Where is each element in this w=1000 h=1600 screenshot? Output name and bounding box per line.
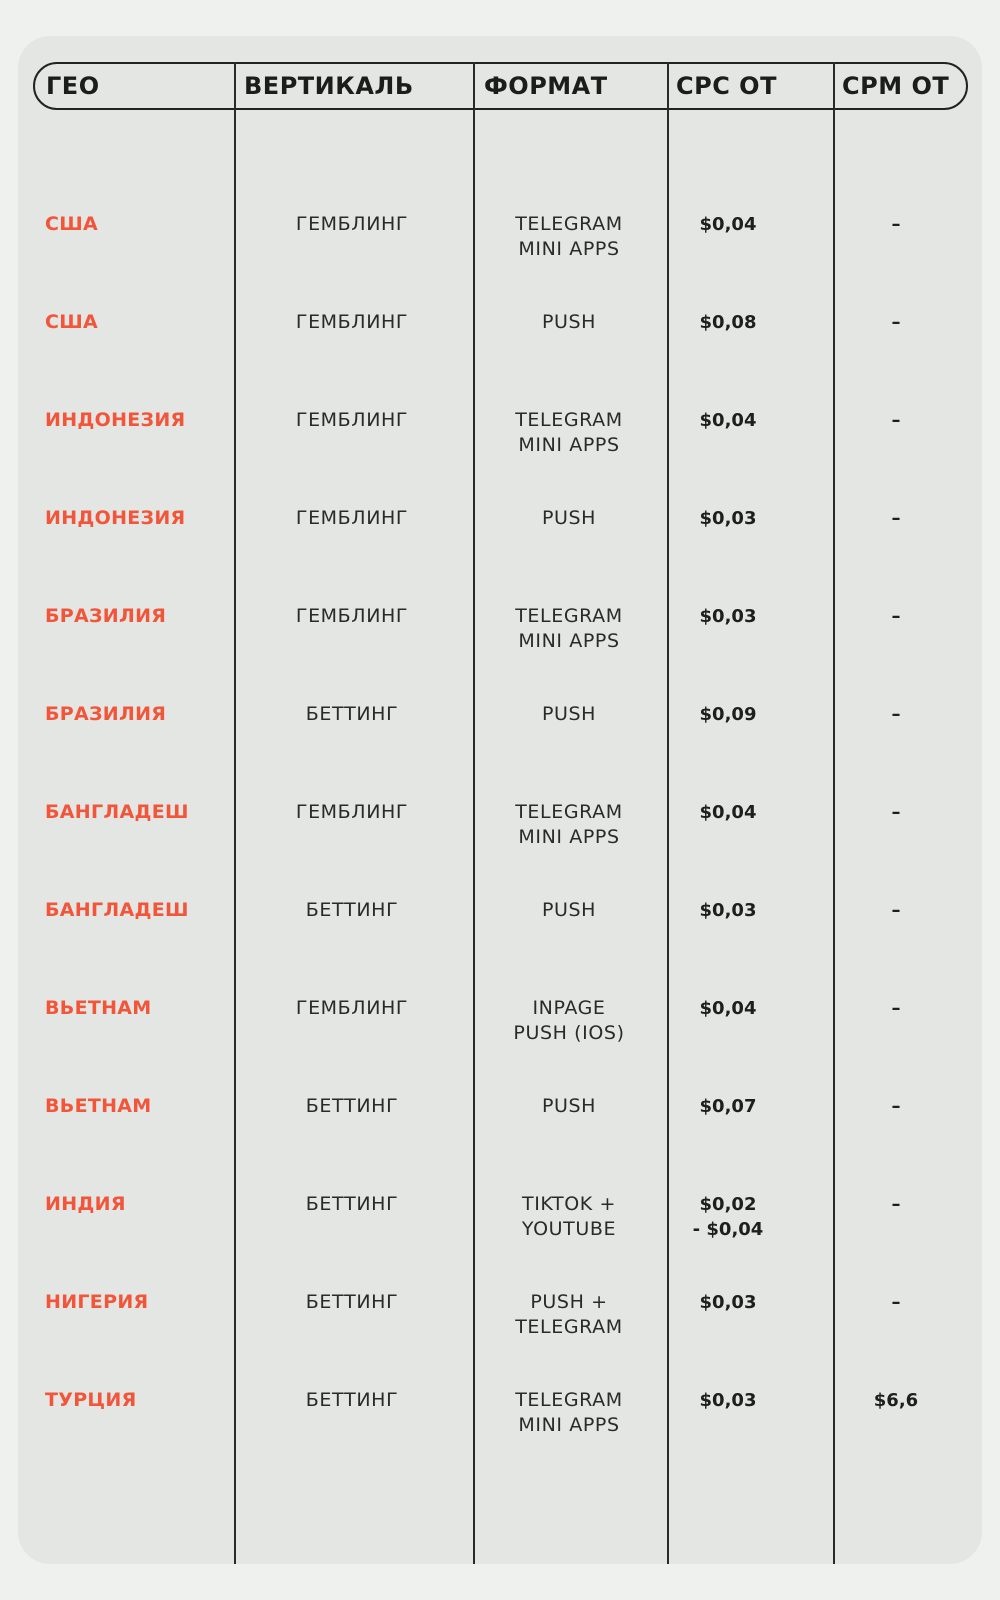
table-row [0, 212, 1000, 310]
cell-format-line: PUSH [541, 1095, 597, 1117]
table-row [0, 408, 1000, 506]
cell-vertical: БЕТТИНГ [305, 1095, 399, 1117]
table-row [0, 1094, 1000, 1192]
cell-cpc-line: $0,07 [699, 1096, 757, 1117]
cell-cpc-line: $0,03 [699, 900, 757, 921]
cell-cpc [668, 1192, 788, 1242]
cell-geo: ВЬЕТНАМ [45, 1095, 152, 1117]
header-cpm: CPM ОТ [842, 72, 950, 100]
cell-format [474, 996, 664, 1046]
cell-format-line: TELEGRAM [515, 1389, 623, 1411]
cell-cpc [668, 1388, 788, 1413]
cell-format [474, 898, 664, 923]
cell-vertical: ГЕМБЛИНГ [295, 213, 409, 235]
cell-cpm: – [891, 704, 901, 725]
cell-cpm: – [891, 410, 901, 431]
cell-geo: НИГЕРИЯ [45, 1291, 149, 1313]
cell-format-line: PUSH + [530, 1291, 608, 1313]
cell-geo: ИНДОНЕЗИЯ [45, 409, 186, 431]
cell-cpm: – [891, 312, 901, 333]
cell-format-line: MINI APPS [518, 434, 620, 456]
cell-geo: США [45, 213, 99, 235]
table-row [0, 604, 1000, 702]
cell-cpc [668, 212, 788, 237]
cell-format-line: MINI APPS [518, 1414, 620, 1436]
cell-vertical: БЕТТИНГ [305, 1291, 399, 1313]
cell-cpc [668, 800, 788, 825]
table-row [0, 310, 1000, 408]
header-geo: ГЕО [46, 72, 100, 100]
cell-cpm: – [891, 1292, 901, 1313]
cell-cpc [668, 996, 788, 1021]
cell-format [474, 604, 664, 654]
cell-format-line: PUSH [541, 899, 597, 921]
cell-geo: БРАЗИЛИЯ [45, 605, 167, 627]
cell-format [474, 212, 664, 262]
cell-format [474, 408, 664, 458]
cell-format-line: MINI APPS [518, 826, 620, 848]
cell-cpm: – [891, 802, 901, 823]
cell-cpc [668, 604, 788, 629]
cell-format-line: MINI APPS [518, 630, 620, 652]
cell-format-line: TELEGRAM [515, 801, 623, 823]
cell-format-line: PUSH [541, 311, 597, 333]
table-row [0, 1192, 1000, 1290]
header-format: ФОРМАТ [484, 72, 608, 100]
cell-cpm: – [891, 900, 901, 921]
cell-cpc [668, 1094, 788, 1119]
cell-vertical: ГЕМБЛИНГ [295, 801, 409, 823]
cell-cpm: – [891, 606, 901, 627]
cell-geo: БАНГЛАДЕШ [45, 801, 189, 823]
cell-cpc [668, 1290, 788, 1315]
table-row [0, 1290, 1000, 1388]
cell-format-line: PUSH [541, 507, 597, 529]
cell-cpc-line: $0,04 [699, 802, 757, 823]
cell-format-line: YOUTUBE [521, 1218, 617, 1240]
header-vertical: ВЕРТИКАЛЬ [244, 72, 414, 100]
cell-format-line: PUSH [541, 703, 597, 725]
cell-geo: БРАЗИЛИЯ [45, 703, 167, 725]
table-row [0, 702, 1000, 800]
cell-format-line: TELEGRAM [515, 1316, 623, 1338]
cell-geo: БАНГЛАДЕШ [45, 899, 189, 921]
cell-cpc-line: $0,03 [699, 1292, 757, 1313]
cell-format-line: TELEGRAM [515, 213, 623, 235]
cell-format [474, 800, 664, 850]
cell-cpc-line: $0,03 [699, 606, 757, 627]
cell-cpc [668, 898, 788, 923]
cell-vertical: ГЕМБЛИНГ [295, 311, 409, 333]
table-row [0, 1388, 1000, 1486]
cell-cpc [668, 702, 788, 727]
cell-vertical: БЕТТИНГ [305, 703, 399, 725]
cell-format [474, 702, 664, 727]
cell-format-line: TELEGRAM [515, 409, 623, 431]
cell-format [474, 1290, 664, 1340]
cell-cpc-line: $0,03 [699, 1390, 757, 1411]
cell-format-line: TIKTOK + [522, 1193, 616, 1215]
cell-geo: ТУРЦИЯ [45, 1389, 137, 1411]
cell-cpm: – [891, 998, 901, 1019]
cell-cpc-line: - $0,04 [692, 1219, 764, 1240]
cell-format [474, 506, 664, 531]
cell-vertical: БЕТТИНГ [305, 1193, 399, 1215]
header-cpc: CPC ОТ [676, 72, 777, 100]
cell-vertical: ГЕМБЛИНГ [295, 507, 409, 529]
cell-geo: ИНДОНЕЗИЯ [45, 507, 186, 529]
table-row [0, 800, 1000, 898]
cell-cpc-line: $0,04 [699, 214, 757, 235]
cell-cpc-line: $0,08 [699, 312, 757, 333]
cell-format [474, 310, 664, 335]
cell-cpc-line: $0,02 [699, 1194, 757, 1215]
cell-cpc-line: $0,09 [699, 704, 757, 725]
cell-geo: ИНДИЯ [45, 1193, 126, 1215]
table-row [0, 996, 1000, 1094]
cell-geo: США [45, 311, 99, 333]
cell-cpm: $6,6 [873, 1390, 919, 1411]
cell-format [474, 1094, 664, 1119]
cell-cpc [668, 506, 788, 531]
cell-format [474, 1388, 664, 1438]
cell-vertical: ГЕМБЛИНГ [295, 409, 409, 431]
cell-cpm: – [891, 214, 901, 235]
cell-format-line: TELEGRAM [515, 605, 623, 627]
cell-format [474, 1192, 664, 1242]
cell-cpc-line: $0,04 [699, 410, 757, 431]
cell-geo: ВЬЕТНАМ [45, 997, 152, 1019]
cell-vertical: ГЕМБЛИНГ [295, 997, 409, 1019]
cell-vertical: БЕТТИНГ [305, 899, 399, 921]
cell-cpc [668, 408, 788, 433]
cell-cpc-line: $0,03 [699, 508, 757, 529]
table-row [0, 898, 1000, 996]
cell-cpc [668, 310, 788, 335]
cell-cpm: – [891, 1194, 901, 1215]
cell-cpm: – [891, 1096, 901, 1117]
cell-format-line: PUSH (IOS) [513, 1022, 625, 1044]
table-row [0, 506, 1000, 604]
cell-vertical: ГЕМБЛИНГ [295, 605, 409, 627]
cell-format-line: MINI APPS [518, 238, 620, 260]
cell-cpm: – [891, 508, 901, 529]
cell-vertical: БЕТТИНГ [305, 1389, 399, 1411]
cell-format-line: INPAGE [532, 997, 606, 1019]
cell-cpc-line: $0,04 [699, 998, 757, 1019]
